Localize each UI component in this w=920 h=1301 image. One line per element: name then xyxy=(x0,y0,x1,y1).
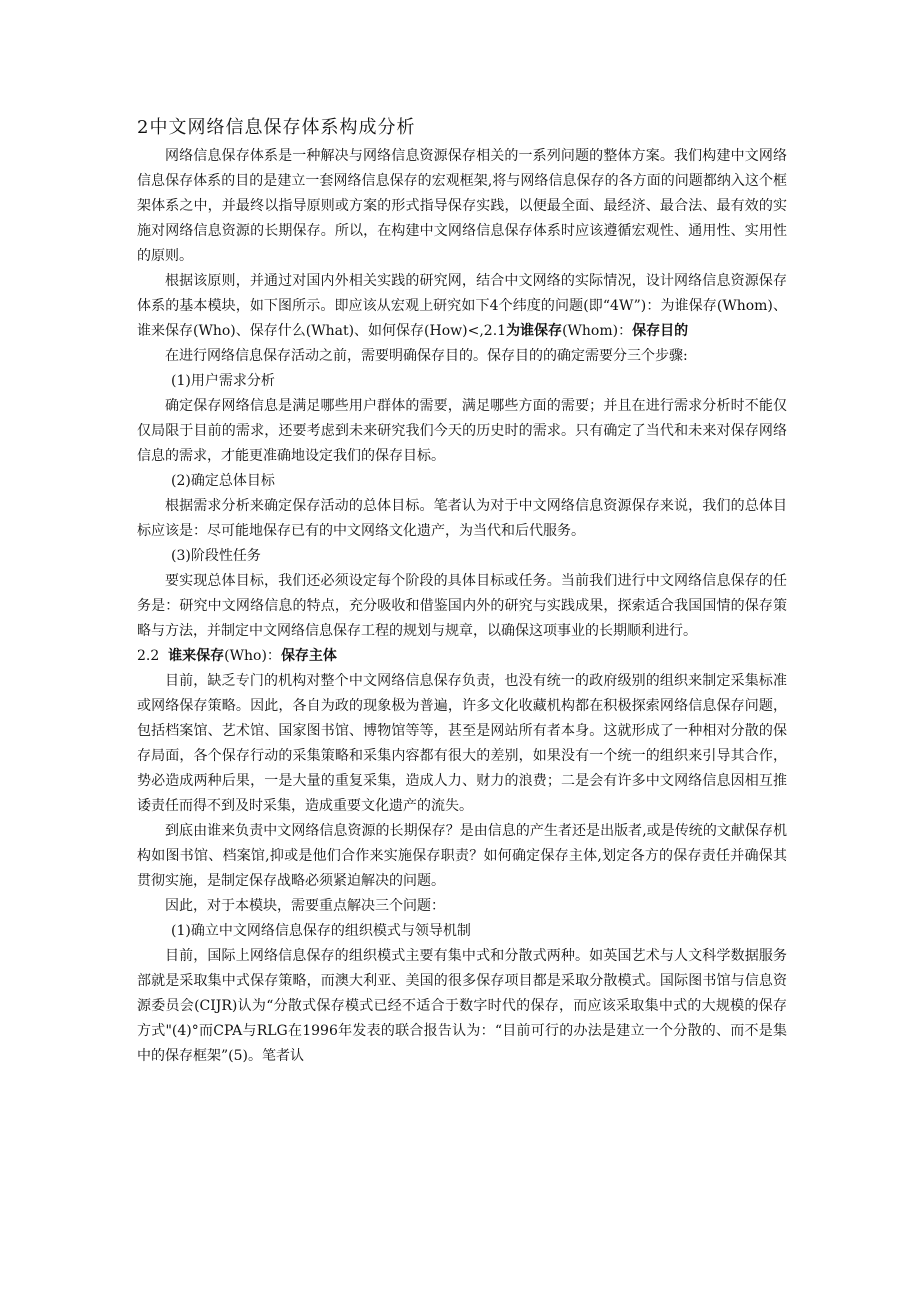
paragraph: 因此，对于本模块，需要重点解决三个问题： xyxy=(165,898,445,914)
list-step: (2)确定总体目标 xyxy=(171,473,275,489)
section-title: 2中文网络信息保存体系构成分析 xyxy=(137,117,416,138)
subsection-heading-text: (Whom)： xyxy=(562,323,633,339)
document-body xyxy=(137,116,787,1069)
subsection-heading-bold: 保存主体 xyxy=(280,648,337,664)
paragraph-text: 根据该原则，并通过对国内外相关实践的研究网，结合中文网络的实际情况，设计网络信息资源保存体系的基本模块，如下图所示。即应该从宏观上研究如下4个纬度的问题(即“4W”)：为谁保存(Whom)、谁来保存(Who)、保存什么(What)、如何保存(How)<,2.1 xyxy=(137,273,787,339)
paragraph: 目前，缺乏专门的机构对整个中文网络信息保存负责，也没有统一的政府级别的组织来制定采集标准或网络保存策略。因此，各自为政的现象极为普遍，许多文化收藏机构都在积极探索网络信息保存问题，包括档案馆、艺术馆、国家图书馆、博物馆等等，甚至是网站所有者本身。这就形成了一种相对分散的保存局面，各个保存行动的采集策略和采集内容都有很大的差别，如果没有一个统一的组织来引导其合作，势必造成两种后果，一是大量的重复采集，造成人力、财力的浪费；二是会有许多中文网络信息因相互推诿责任而得不到及时采集，造成重要文化遗产的流失。 xyxy=(137,673,787,814)
paragraph: 网络信息保存体系是一种解决与网络信息资源保存相关的一系列问题的整体方案。我们构建中文网络信息保存体系的目的是建立一套网络信息保存的宏观框架,将与网络信息保存的各方面的问题都纳入这个框架体系之中，并最终以指导原则或方案的形式指导保存实践，以便最全面、最经济、最合法、最有效的实施对网络信息资源的长期保存。所以，在构建中文网络信息保存体系时应该遵循宏观性、通用性、实用性的原则。 xyxy=(137,148,787,264)
paragraph: 在进行网络信息保存活动之前，需要明确保存目的。保存目的的确定需要分三个步骤: xyxy=(165,348,688,364)
paragraph xyxy=(137,269,787,344)
subsection-number: 2.2 xyxy=(137,648,160,664)
subsection-heading-bold: 为谁保存 xyxy=(506,323,563,339)
list-step: (3)阶段性任务 xyxy=(171,548,261,564)
subsection-heading xyxy=(137,644,787,669)
list-step: (1)用户需求分析 xyxy=(171,373,275,389)
subsection-heading-bold: 谁来保存 xyxy=(168,648,225,664)
paragraph: 要实现总体目标，我们还必须设定每个阶段的具体目标或任务。当前我们进行中文网络信息保存的任务是：研究中文网络信息的特点，充分吸收和借鉴国内外的研究与实践成果，探索适合我国国情的保存策略与方法，并制定中文网络信息保存工程的规划与规章，以确保这项事业的长期顺利进行。 xyxy=(137,573,787,639)
subsection-heading-bold: 保存目的 xyxy=(632,323,689,339)
paragraph: 到底由谁来负责中文网络信息资源的长期保存？是由信息的产生者还是出版者,或是传统的文献保存机构如图书馆、档案馆,抑或是他们合作来实施保存职责？如何确定保存主体,划定各方的保存责任并确保其贯彻实施，是制定保存战略必须紧迫解决的问题。 xyxy=(137,823,787,889)
paragraph: 确定保存网络信息是满足哪些用户群体的需要，满足哪些方面的需要；并且在进行需求分析时不能仅仅局限于目前的需求，还要考虑到未来研究我们今天的历史时的需求。只有确定了当代和未来对保存网络信息的需求，才能更准确地设定我们的保存目标。 xyxy=(137,398,787,464)
subsection-heading-text: (Who)： xyxy=(224,648,281,664)
list-step: (1)确立中文网络信息保存的组织模式与领导机制 xyxy=(171,923,471,939)
paragraph: 目前，国际上网络信息保存的组织模式主要有集中式和分散式两种。如英国艺术与人文科学数据服务部就是采取集中式保存策略，而澳大利亚、美国的很多保存项目都是采取分散模式。国际图书馆与信息资源委员会(CIJR)认为“分散式保存模式已经不适合于数字时代的保存，而应该采取集中式的大规模的保存方式"(4)°而CPA与RLG在1996年发表的联合报告认为：“目前可行的办法是建立一个分散的、而不是集中的保存框架”(5)。笔者认 xyxy=(137,948,787,1064)
paragraph: 根据需求分析来确定保存活动的总体目标。笔者认为对于中文网络信息资源保存来说，我们的总体目标应该是：尽可能地保存已有的中文网络文化遗产，为当代和后代服务。 xyxy=(137,498,787,539)
